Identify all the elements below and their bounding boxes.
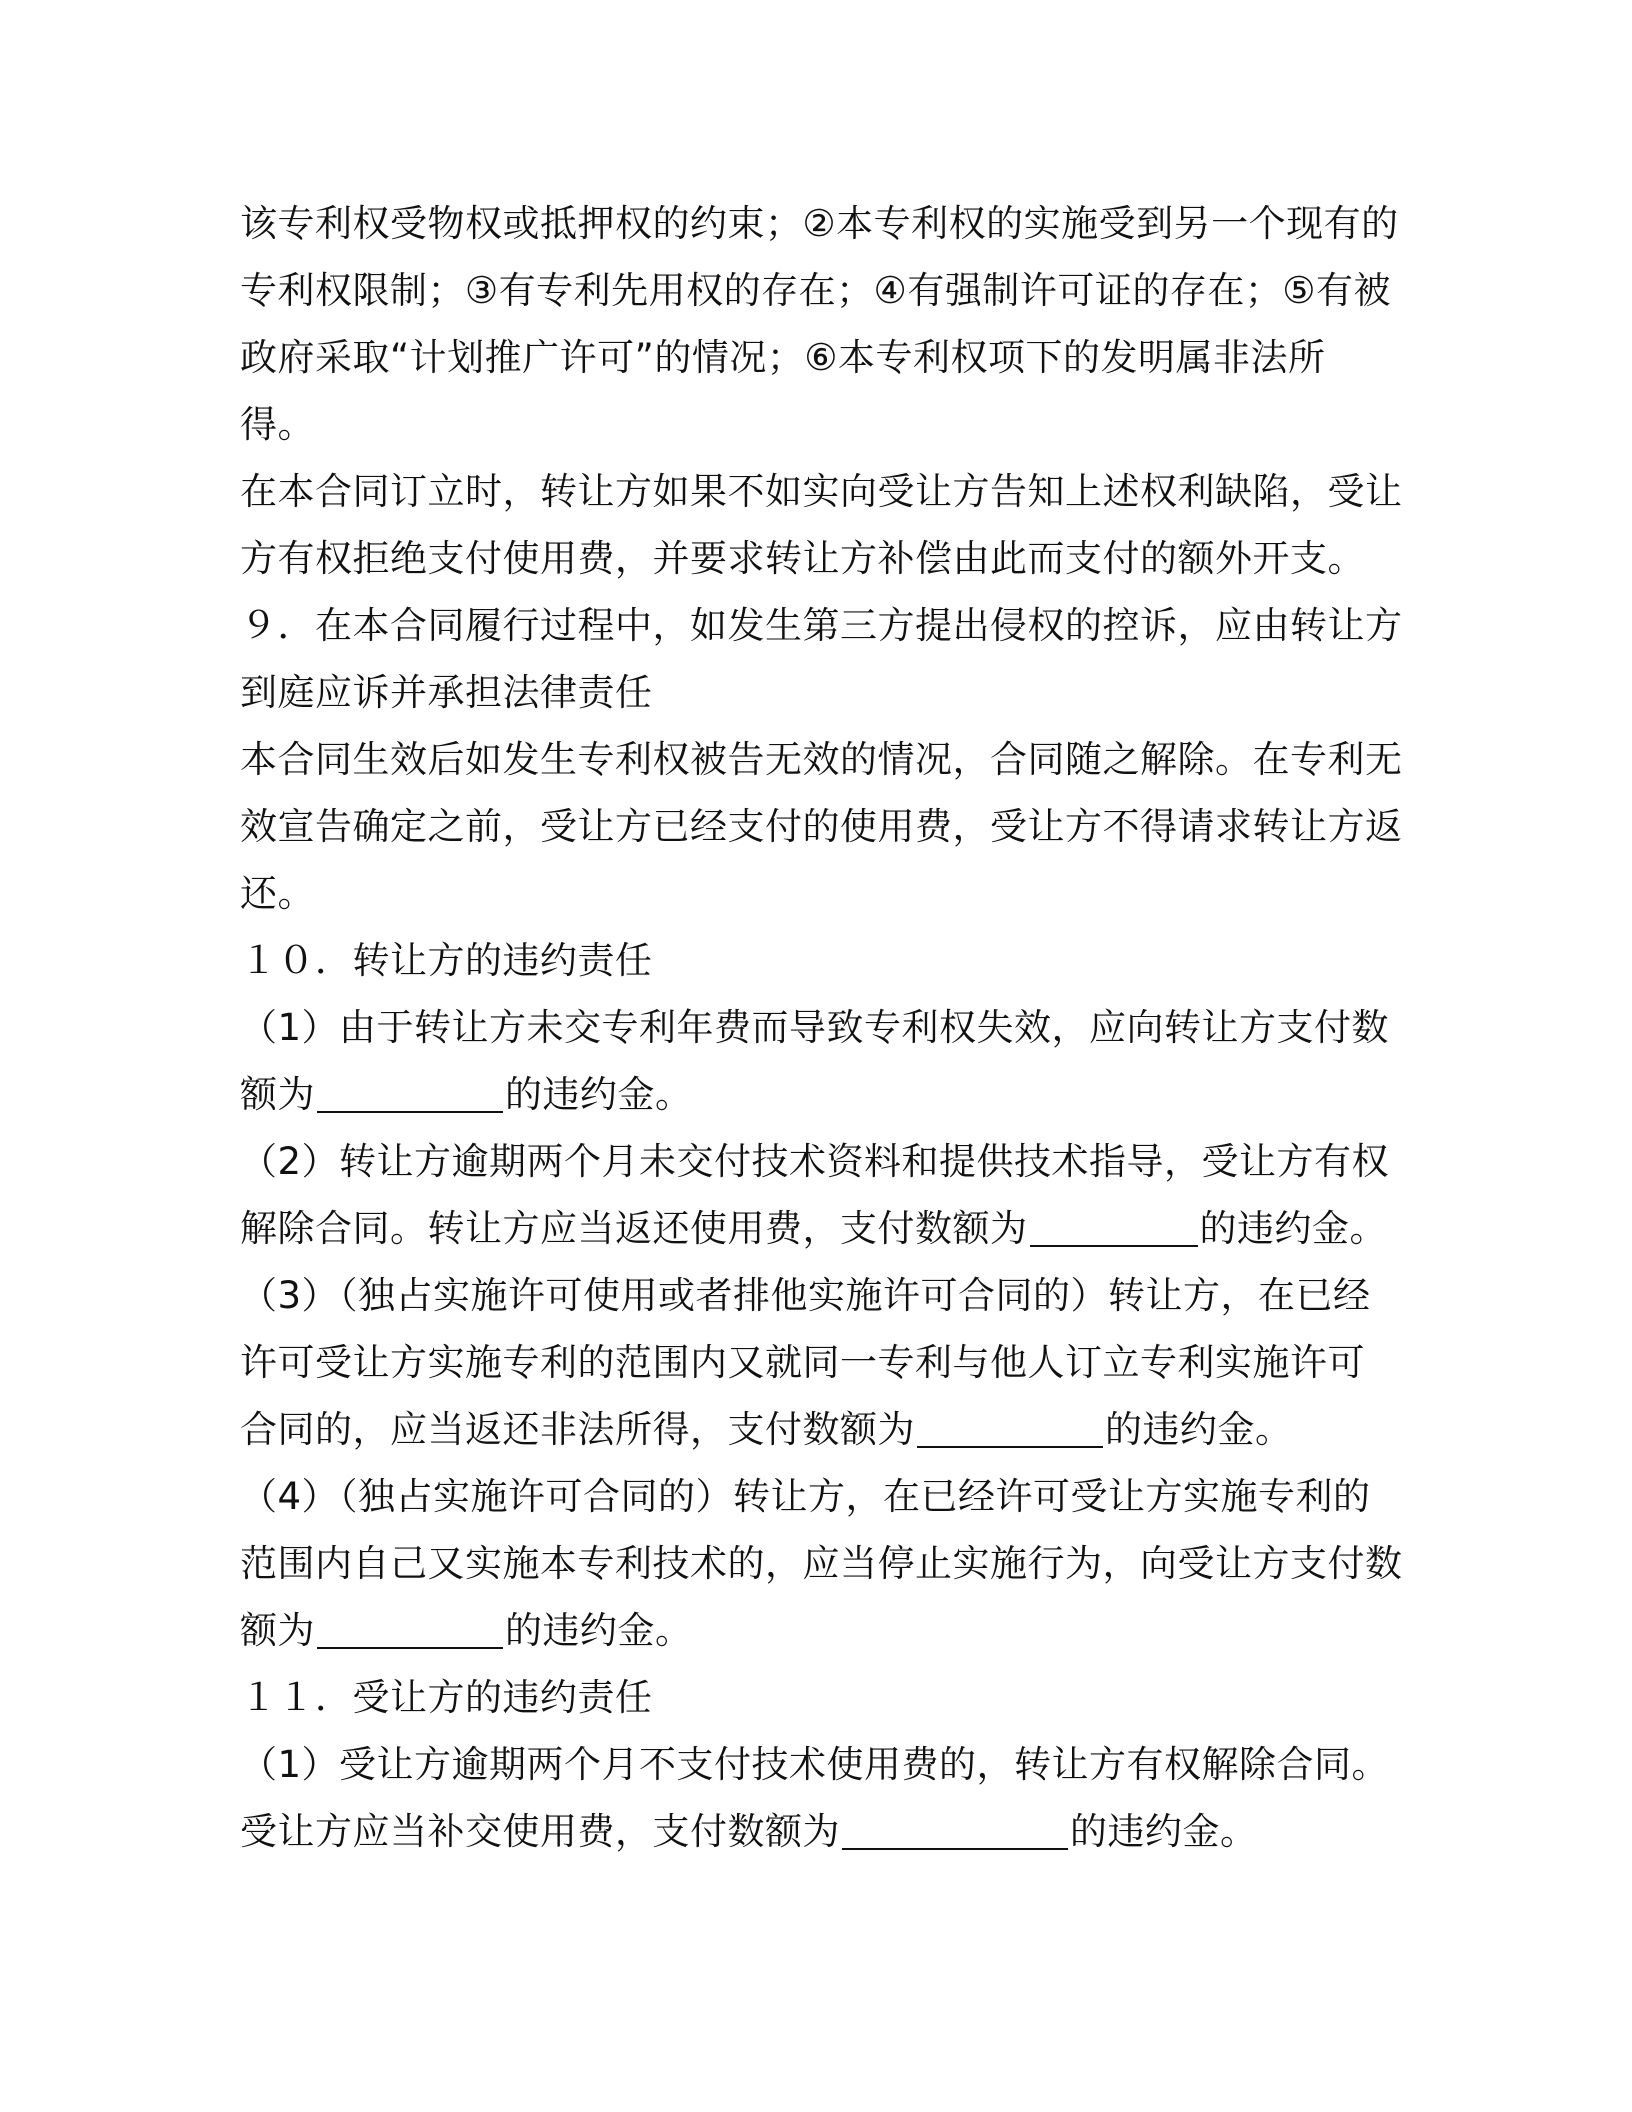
text-line: 效宣告确定之前，受让方已经支付的使用费，受让方不得请求转让方返 [240, 805, 1403, 848]
clause-10-heading: １０．转让方的违约责任 [240, 939, 653, 982]
text-segment: 的违约金。 [1070, 1810, 1258, 1853]
text-segment: 的违约金。 [1105, 1408, 1293, 1451]
text-line: 本合同生效后如发生专利权被告无效的情况，合同随之解除。在专利无 [240, 738, 1403, 781]
text-line: 政府采取“计划推广许可”的情况；⑥本专利权项下的发明属非法所 [240, 336, 1326, 379]
fill-in-blank [842, 1804, 1068, 1850]
text-line: 专利权限制；③有专利先用权的存在；④有强制许可证的存在；⑤有被 [240, 269, 1392, 312]
text-segment: 受让方应当补交使用费，支付数额为 [240, 1810, 840, 1853]
text-line: （4）（独占实施许可合同的）转让方，在已经许可受让方实施专利的 [240, 1475, 1371, 1518]
text-line: 得。 [240, 403, 315, 446]
fill-in-blank [917, 1402, 1103, 1448]
text-segment: 的违约金。 [505, 1073, 693, 1116]
text-line: 方有权拒绝支付使用费，并要求转让方补偿由此而支付的额外开支。 [240, 537, 1365, 580]
text-line: 许可受让方实施专利的范围内又就同一专利与他人订立专利实施许可 [240, 1341, 1365, 1384]
fill-in-blank [1030, 1201, 1198, 1247]
text-line-with-blank [240, 1798, 1390, 1865]
text-line: 到庭应诉并承担法律责任 [240, 671, 653, 714]
text-line: 该专利权受物权或抵押权的约束；②本专利权的实施受到另一个现有的 [240, 202, 1399, 245]
text-segment: 的违约金。 [1199, 1207, 1387, 1250]
text-segment: 解除合同。转让方应当返还使用费，支付数额为 [240, 1207, 1028, 1250]
text-line-with-blank [240, 1396, 1390, 1463]
text-line: 在本合同订立时，转让方如果不如实向受让方告知上述权利缺陷，受让 [240, 470, 1403, 513]
text-line-with-blank [240, 1061, 1390, 1128]
text-segment: 额为 [240, 1609, 315, 1652]
document-body [240, 190, 1403, 1865]
clause-9-heading: ９．在本合同履行过程中，如发生第三方提出侵权的控诉，应由转让方 [240, 604, 1403, 647]
fill-in-blank [317, 1603, 503, 1649]
text-segment: 额为 [240, 1073, 315, 1116]
text-line: （3）（独占实施许可使用或者排他实施许可合同的）转让方，在已经 [240, 1274, 1371, 1317]
text-line: （1）受让方逾期两个月不支付技术使用费的，转让方有权解除合同。 [240, 1743, 1390, 1786]
clause-11-heading: １１．受让方的违约责任 [240, 1676, 653, 1719]
text-line: （1）由于转让方未交专利年费而导致专利权失效，应向转让方支付数 [240, 1006, 1390, 1049]
text-segment: 的违约金。 [505, 1609, 693, 1652]
text-line-with-blank [240, 1195, 1390, 1262]
text-line: 还。 [240, 872, 315, 915]
text-line-with-blank [240, 1597, 1390, 1664]
text-line: 范围内自己又实施本专利技术的，应当停止实施行为，向受让方支付数 [240, 1542, 1403, 1585]
text-segment: 合同的，应当返还非法所得，支付数额为 [240, 1408, 915, 1451]
text-line: （2）转让方逾期两个月未交付技术资料和提供技术指导，受让方有权 [240, 1140, 1390, 1183]
fill-in-blank [317, 1067, 503, 1113]
